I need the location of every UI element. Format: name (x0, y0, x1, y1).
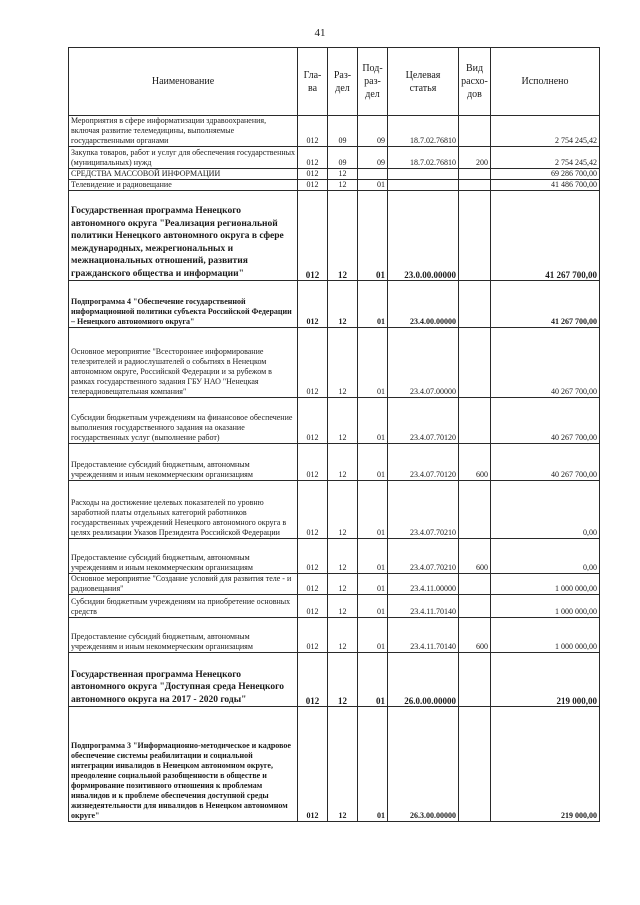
row-chapter: 012 (298, 147, 328, 169)
row-section: 12 (328, 481, 358, 539)
table-row (69, 398, 600, 444)
row-executed: 40 267 700,00 (491, 444, 600, 481)
row-target (388, 169, 459, 180)
row-chapter: 012 (298, 116, 328, 147)
row-subsection: 01 (358, 481, 388, 539)
row-chapter: 012 (298, 191, 328, 281)
row-expense (459, 169, 491, 180)
row-section: 12 (328, 191, 358, 281)
row-executed: 41 267 700,00 (491, 191, 600, 281)
row-expense (459, 398, 491, 444)
table-row (69, 116, 600, 147)
row-executed: 41 486 700,00 (491, 180, 600, 191)
row-chapter: 012 (298, 281, 328, 328)
row-chapter: 012 (298, 481, 328, 539)
row-executed: 219 000,00 (491, 707, 600, 822)
row-subsection (358, 169, 388, 180)
row-section: 12 (328, 328, 358, 398)
row-expense (459, 595, 491, 618)
row-section: 12 (328, 169, 358, 180)
row-subsection: 01 (358, 398, 388, 444)
row-name: Предоставление субсидий бюджетным, автономным учреждениям и иным некоммерческим организациям (69, 539, 298, 574)
row-name: Подпрограмма 4 "Обеспечение государственной информационной политики субъекта Российской Федерации – Ненецкого автономного округа" (69, 281, 298, 328)
row-name: Основное мероприятие "Создание условий для развития теле - и радиовещания" (69, 574, 298, 595)
row-target: 23.4.07.70210 (388, 539, 459, 574)
row-subsection: 01 (358, 618, 388, 653)
row-expense (459, 180, 491, 191)
row-expense (459, 328, 491, 398)
row-expense (459, 281, 491, 328)
row-chapter: 012 (298, 707, 328, 822)
row-target: 23.4.11.70140 (388, 595, 459, 618)
row-chapter: 012 (298, 398, 328, 444)
table-row (69, 574, 600, 595)
row-name: Субсидии бюджетным учреждениям на финансовое обеспечение выполнения государственного задания на оказание государственных услуг (выполнение работ) (69, 398, 298, 444)
row-subsection: 01 (358, 707, 388, 822)
header-section: Раз- дел (328, 48, 358, 116)
row-target: 26.0.00.00000 (388, 653, 459, 707)
row-name: Подпрограмма 3 "Информационно-методическое и кадровое обеспечение системы реабилитации и социальной интеграции инвалидов в Ненецком автономном округе, преодоление социальной разобщенности в обществе и формирование позитивного отношения к проблемам инвалидов и к проблеме обеспечения доступной среды жизнедеятельности для инвалидов в Ненецком автономном округе" (69, 707, 298, 822)
row-expense (459, 574, 491, 595)
row-executed: 1 000 000,00 (491, 574, 600, 595)
header-target-article: Целевая статья (388, 48, 459, 116)
row-name: СРЕДСТВА МАССОВОЙ ИНФОРМАЦИИ (69, 169, 298, 180)
row-chapter: 012 (298, 595, 328, 618)
row-expense (459, 191, 491, 281)
row-executed: 1 000 000,00 (491, 595, 600, 618)
row-executed: 219 000,00 (491, 653, 600, 707)
table-row (69, 595, 600, 618)
table-row (69, 147, 600, 169)
row-target: 23.4.11.70140 (388, 618, 459, 653)
row-subsection: 01 (358, 653, 388, 707)
row-name: Закупка товаров, работ и услуг для обеспечения государственных (муниципальных) нужд (69, 147, 298, 169)
row-executed: 0,00 (491, 481, 600, 539)
table-row (69, 707, 600, 822)
table-row (69, 281, 600, 328)
row-section: 12 (328, 618, 358, 653)
row-section: 12 (328, 574, 358, 595)
row-executed: 40 267 700,00 (491, 328, 600, 398)
row-expense (459, 653, 491, 707)
table-row (69, 180, 600, 191)
row-section: 12 (328, 444, 358, 481)
row-subsection: 01 (358, 574, 388, 595)
header-chapter: Гла- ва (298, 48, 328, 116)
row-name: Мероприятия в сфере информатизации здравоохранения, включая развитие телемедицины, выполняемые государственными органами (69, 116, 298, 147)
header-name: Наименование (69, 48, 298, 116)
row-target (388, 180, 459, 191)
row-target: 23.4.11.00000 (388, 574, 459, 595)
row-executed: 40 267 700,00 (491, 398, 600, 444)
row-target: 18.7.02.76810 (388, 116, 459, 147)
row-subsection: 01 (358, 191, 388, 281)
row-section: 12 (328, 398, 358, 444)
row-expense: 200 (459, 147, 491, 169)
row-executed: 2 754 245,42 (491, 116, 600, 147)
row-name: Расходы на достижение целевых показателей по уровню заработной платы отдельных категорий работников государственных учреждений Ненецкого автономного округа в целях реализации Указов Президента Российской Федерации (69, 481, 298, 539)
row-section: 12 (328, 595, 358, 618)
row-executed: 69 286 700,00 (491, 169, 600, 180)
table-row (69, 444, 600, 481)
header-expense-type: Вид расхо- дов (459, 48, 491, 116)
table-row (69, 191, 600, 281)
row-name: Предоставление субсидий бюджетным, автономным учреждениям и иным некоммерческим организациям (69, 444, 298, 481)
table-row (69, 481, 600, 539)
table-row (69, 618, 600, 653)
row-subsection: 01 (358, 539, 388, 574)
row-executed: 2 754 245,42 (491, 147, 600, 169)
row-subsection: 01 (358, 281, 388, 328)
row-chapter: 012 (298, 169, 328, 180)
row-section: 12 (328, 653, 358, 707)
row-subsection: 09 (358, 116, 388, 147)
row-target: 23.0.00.00000 (388, 191, 459, 281)
table-row (69, 328, 600, 398)
page-number: 41 (314, 27, 326, 39)
row-expense (459, 116, 491, 147)
row-name: Телевидение и радиовещание (69, 180, 298, 191)
row-name: Основное мероприятие "Всестороннее информирование телезрителей и радиослушателей о событиях в Ненецком автономном округе, Российской Федерации и за рубежом в рамках государственного задания ГБУ НАО "Ненецкая телерадиовещательная компания" (69, 328, 298, 398)
row-target: 23.4.00.00000 (388, 281, 459, 328)
row-chapter: 012 (298, 180, 328, 191)
header-subsection: Под- раз- дел (358, 48, 388, 116)
row-name: Государственная программа Ненецкого автономного округа "Доступная среда Ненецкого автономного округа на 2017 - 2020 годы" (69, 653, 298, 707)
row-target: 26.3.00.00000 (388, 707, 459, 822)
row-expense (459, 707, 491, 822)
row-section: 09 (328, 147, 358, 169)
header-executed: Исполнено (491, 48, 600, 116)
row-target: 23.4.07.70210 (388, 481, 459, 539)
table-header-row (69, 48, 600, 116)
row-target: 23.4.07.70120 (388, 398, 459, 444)
row-section: 12 (328, 539, 358, 574)
table-row (69, 169, 600, 180)
row-target: 23.4.07.70120 (388, 444, 459, 481)
row-section: 12 (328, 180, 358, 191)
row-executed: 0,00 (491, 539, 600, 574)
row-expense: 600 (459, 444, 491, 481)
row-section: 12 (328, 281, 358, 328)
row-chapter: 012 (298, 444, 328, 481)
row-executed: 41 267 700,00 (491, 281, 600, 328)
row-name: Субсидии бюджетным учреждениям на приобретение основных средств (69, 595, 298, 618)
row-subsection: 01 (358, 595, 388, 618)
row-chapter: 012 (298, 328, 328, 398)
row-section: 09 (328, 116, 358, 147)
row-name: Государственная программа Ненецкого автономного округа "Реализация региональной политики Ненецкого автономного округа в сфере международных, межрегиональных и межнациональных отношений, развития гражданского общества и информации" (69, 191, 298, 281)
row-chapter: 012 (298, 653, 328, 707)
row-expense: 600 (459, 618, 491, 653)
row-section: 12 (328, 707, 358, 822)
row-subsection: 01 (358, 444, 388, 481)
row-expense: 600 (459, 539, 491, 574)
row-expense (459, 481, 491, 539)
budget-table (68, 47, 600, 822)
row-chapter: 012 (298, 539, 328, 574)
row-executed: 1 000 000,00 (491, 618, 600, 653)
row-chapter: 012 (298, 618, 328, 653)
row-subsection: 01 (358, 328, 388, 398)
row-subsection: 09 (358, 147, 388, 169)
row-name: Предоставление субсидий бюджетным, автономным учреждениям и иным некоммерческим организациям (69, 618, 298, 653)
row-chapter: 012 (298, 574, 328, 595)
row-subsection: 01 (358, 180, 388, 191)
table-row (69, 539, 600, 574)
row-target: 18.7.02.76810 (388, 147, 459, 169)
table-row (69, 653, 600, 707)
row-target: 23.4.07.00000 (388, 328, 459, 398)
